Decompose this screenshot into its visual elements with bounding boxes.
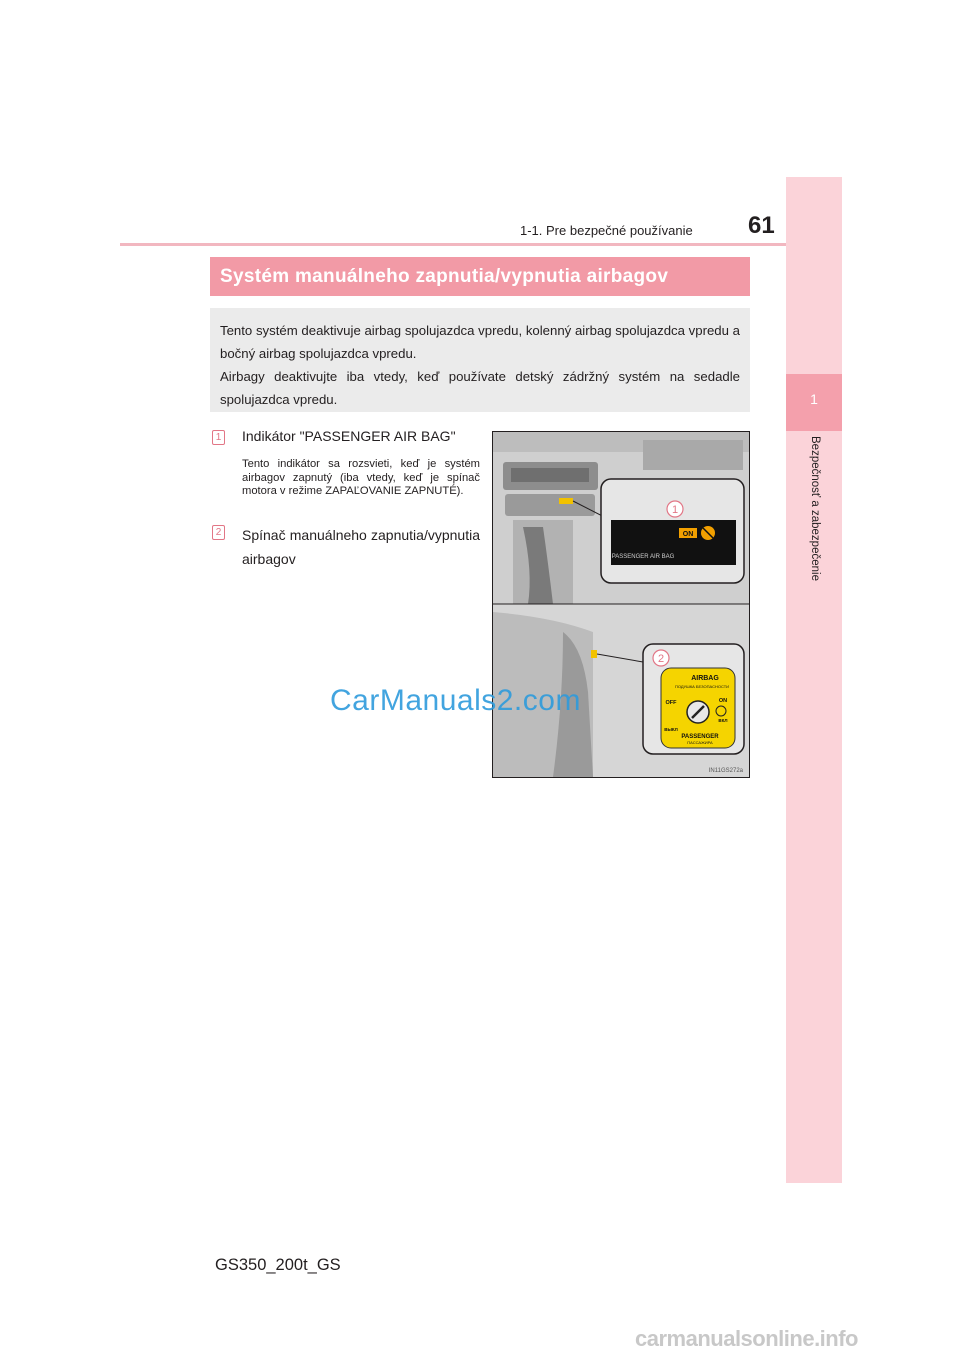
switch-highlight <box>591 650 597 658</box>
legend-item-label: Spínač manuálneho zapnutia/vypnutia airbagov <box>242 527 480 567</box>
switch-off-label: OFF <box>665 700 677 706</box>
section-title: Systém manuálneho zapnutia/vypnutia airbagov <box>210 257 750 296</box>
footer-model-code: GS350_200t_GS <box>215 1256 341 1274</box>
legend-item-label: Indikátor "PASSENGER AIR BAG" <box>242 428 456 444</box>
switch-passenger-label: PASSENGER <box>681 734 719 740</box>
indicator-text: PASSENGER AIR BAG <box>611 554 675 560</box>
side-chapter-number: 1 <box>810 391 818 407</box>
intro-box <box>210 308 750 412</box>
switch-off-ru-label: ВЫКЛ <box>664 727 678 732</box>
callout-2-number: 2 <box>657 653 665 665</box>
side-chapter-tab <box>786 177 842 1183</box>
indicator-highlight <box>559 498 573 504</box>
footer-site-watermark: carmanualsonline.info <box>635 1326 858 1351</box>
callout-1-number: 1 <box>671 504 679 516</box>
header-divider <box>120 243 786 246</box>
figure-code: IN11GS272a <box>708 768 743 774</box>
switch-on-ru-label: ВКЛ <box>718 718 728 723</box>
page-number: 61 <box>748 212 775 239</box>
intro-paragraph: Airbagy deaktivujte iba vtedy, keď používate detský zádržný systém na sedadle spolujazdca vpredu. <box>220 369 740 407</box>
side-chapter-label-text: Bezpečnosť a zabezpečenie <box>809 436 821 581</box>
airbag-system-illustration <box>492 431 750 778</box>
intro-paragraph: Tento systém deaktivuje airbag spolujazdca vpredu, kolenný airbag spolujazdca vpredu a bočný airbag spolujazdca vpredu. <box>220 323 740 361</box>
switch-airbag-ru-label: ПОДУШКА БЕЗОПАСНОСТИ <box>674 684 730 689</box>
header-chapter-title: 1-1. Pre bezpečné používanie <box>520 223 693 238</box>
legend-item-description: Tento indikátor sa rozsvieti, keď je systém airbagov zapnutý (iba vtedy, keď je spínač motora v režime ZAPAĽOVANIE ZAPNUTÉ). <box>242 458 480 497</box>
switch-passenger-ru-label: ПАССАЖИРА <box>687 740 713 745</box>
illustration-svg <box>493 432 749 777</box>
switch-on-label: ON <box>718 698 728 704</box>
legend-number-badge: 1 <box>212 430 225 445</box>
switch-airbag-label: AIRBAG <box>691 675 719 682</box>
watermark-text: CarManuals2.com <box>330 684 581 717</box>
indicator-on-label: ON <box>682 531 694 538</box>
side-chapter-label <box>786 436 842 656</box>
legend-number-badge: 2 <box>212 525 225 540</box>
